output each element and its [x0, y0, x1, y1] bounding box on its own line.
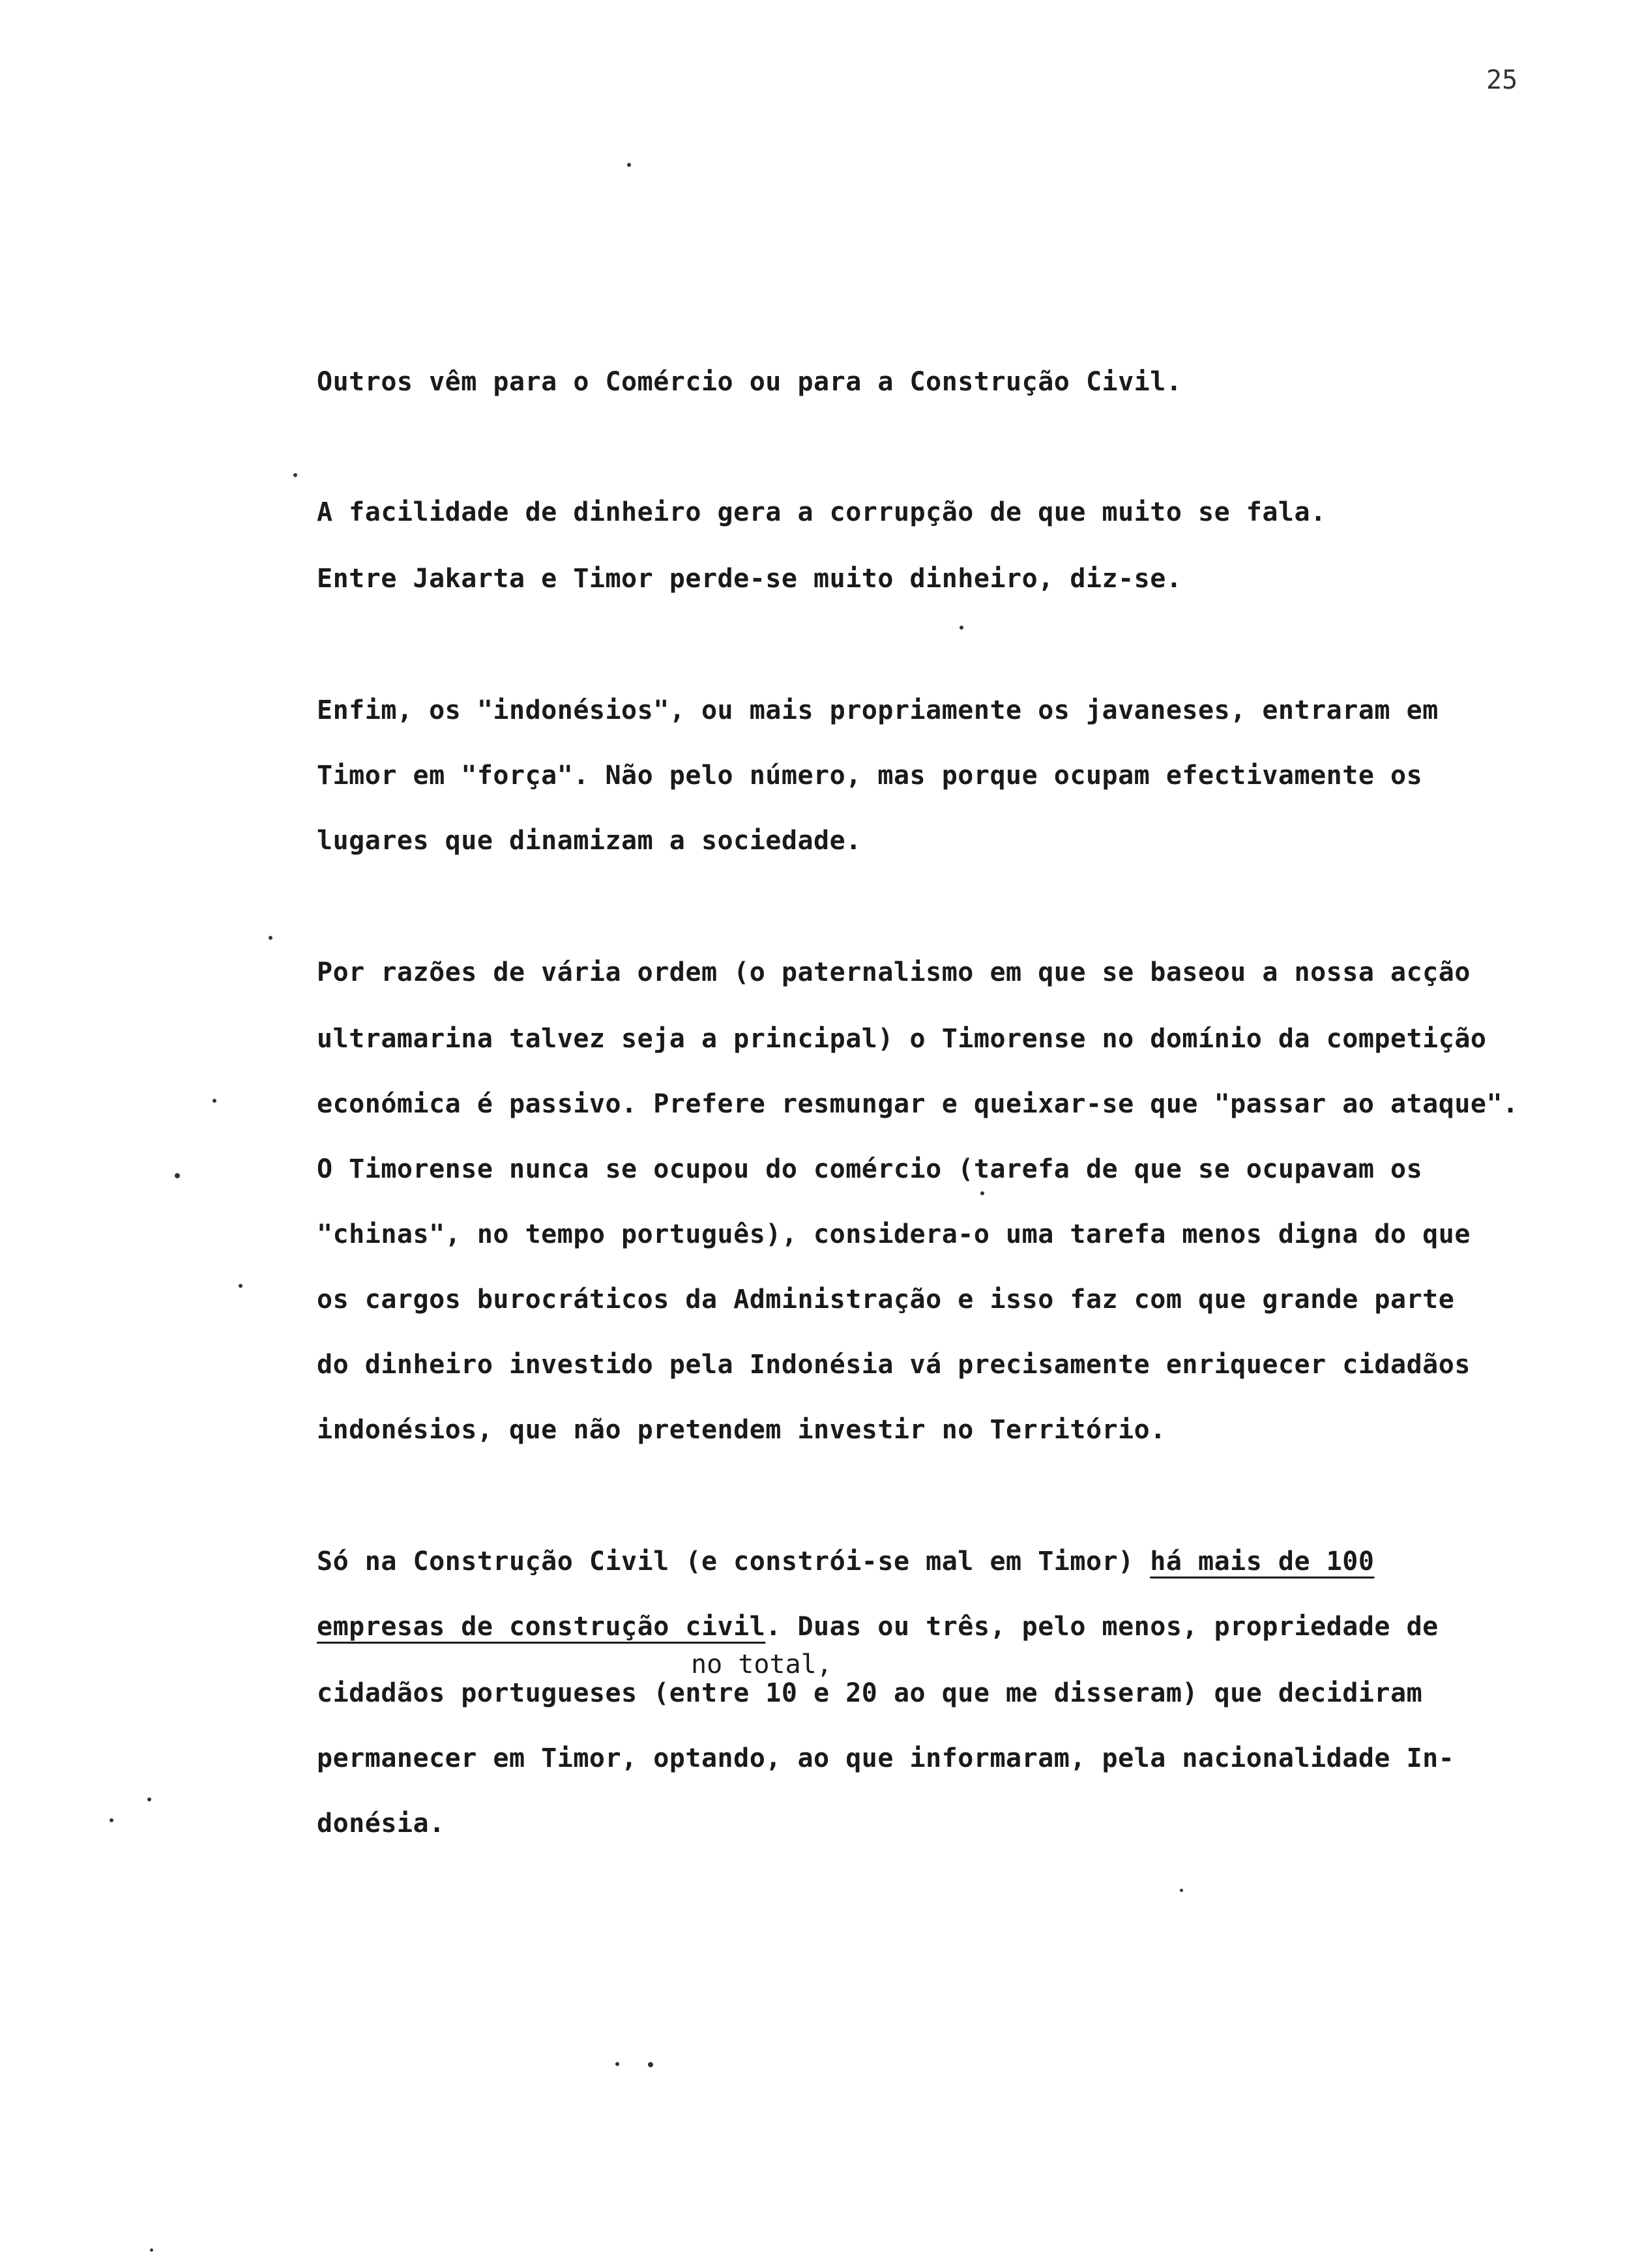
text-line-14: indonésios, que não pretendem investir no Território.: [317, 1415, 1166, 1445]
text-line-11: "chinas", no tempo português), considera-o uma tarefa menos digna do que: [317, 1219, 1471, 1249]
scan-speck: [960, 626, 963, 630]
text-line-8: ultramarina talvez seja a principal) o Timorense no domínio da competição: [317, 1024, 1487, 1054]
scan-speck: [239, 1284, 242, 1288]
scan-speck: [627, 163, 631, 167]
text-line-7: Por razões de vária ordem (o paternalismo em que se baseou a nossa acção: [317, 957, 1471, 987]
text-line-12: os cargos burocráticos da Administração e isso faz com que grande parte: [317, 1285, 1455, 1315]
text-line-5: Timor em "força". Não pelo número, mas porque ocupam efectivamente os: [317, 761, 1423, 791]
scan-speck: [175, 1173, 180, 1178]
text-line-13: do dinheiro investido pela Indonésia vá precisamente enriquecer cidadãos: [317, 1350, 1471, 1380]
text-line-10: O Timorense nunca se ocupou do comércio (tarefa de que se ocupavam os: [317, 1154, 1423, 1184]
text-line-6: lugares que dinamizam a sociedade.: [317, 826, 862, 856]
scan-speck: [150, 2248, 153, 2252]
scan-speck: [648, 2062, 653, 2067]
handwritten-insert: no total,: [691, 1650, 832, 1679]
scan-speck: [1180, 1889, 1183, 1892]
line-16-rest: . Duas ou três, pelo menos, propriedade de: [765, 1612, 1439, 1642]
text-line-1: Outros vêm para o Comércio ou para a Construção Civil.: [317, 367, 1182, 397]
underlined-phrase-1: há mais de 100: [1150, 1547, 1375, 1577]
text-line-3: Entre Jakarta e Timor perde-se muito dinheiro, diz-se.: [317, 564, 1182, 594]
text-line-17: cidadãos portugueses (entre 10 e 20 ao que me disseram) que decidiram: [317, 1678, 1423, 1708]
scan-speck: [269, 936, 272, 940]
scan-speck: [293, 473, 297, 477]
scan-speck: [147, 1797, 151, 1801]
scan-speck: [110, 1818, 113, 1822]
scan-speck: [615, 2062, 619, 2066]
line-15-start: Só na Construção Civil (e constrói-se mal em Timor): [317, 1547, 1151, 1577]
text-line-4: Enfim, os "indonésios", ou mais propriamente os javaneses, entraram em: [317, 695, 1439, 725]
text-line-18: permanecer em Timor, optando, ao que informaram, pela nacionalidade In-: [317, 1743, 1455, 1773]
page-number: 25: [1486, 65, 1518, 95]
underlined-phrase-2: empresas de construção civil: [317, 1612, 766, 1642]
text-line-9: económica é passivo. Prefere resmungar e queixar-se que "passar ao ataque".: [317, 1089, 1519, 1119]
scan-speck: [213, 1099, 216, 1103]
text-line-16: [317, 1614, 1439, 1640]
text-line-19: donésia.: [317, 1809, 445, 1839]
scan-speck: [980, 1191, 984, 1195]
text-line-2: A facilidade de dinheiro gera a corrupção de que muito se fala.: [317, 497, 1327, 527]
text-line-15: [317, 1548, 1374, 1575]
